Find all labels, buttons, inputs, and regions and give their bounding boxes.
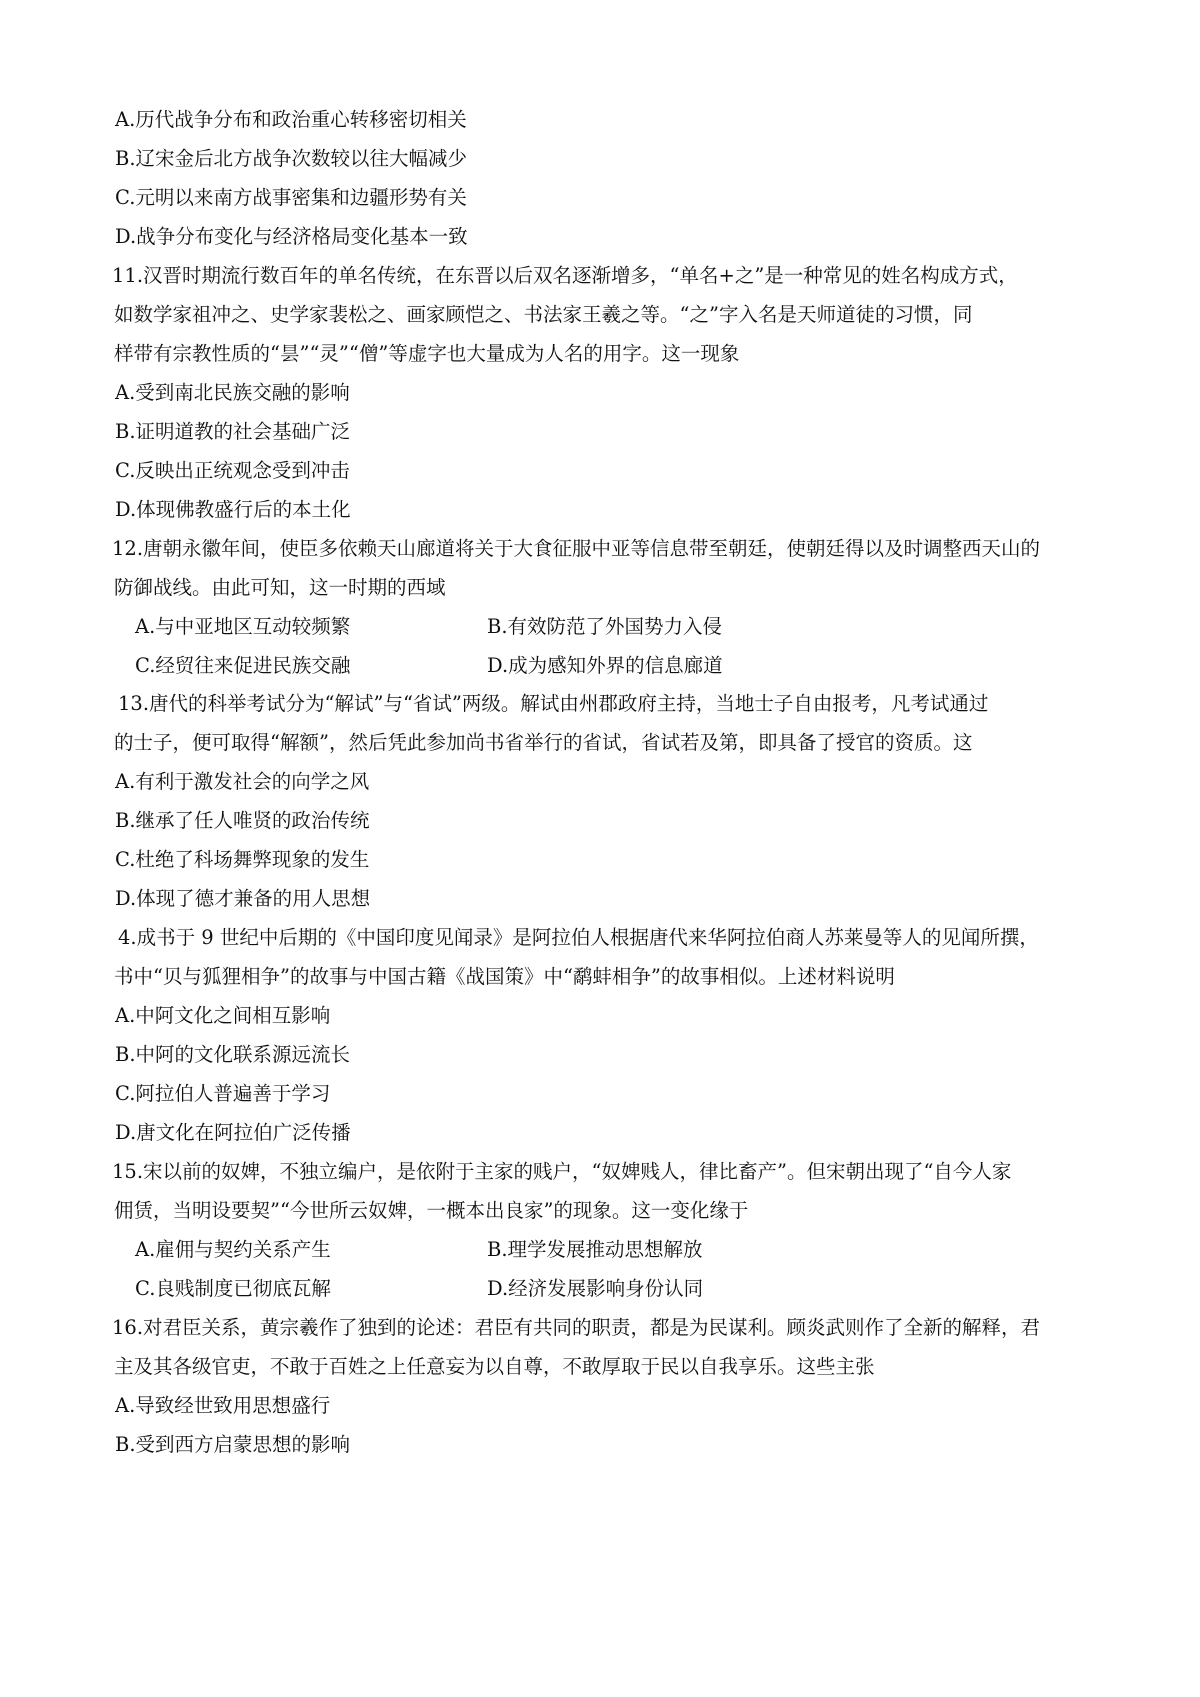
option-a: A.受到南北民族交融的影响	[115, 381, 350, 404]
option-c: C.良贱制度已彻底瓦解	[135, 1277, 331, 1300]
question-12-stem-line-1: 12.唐朝永徽年间，使臣多依赖天山廊道将关于大食征服中亚等信息带至朝廷，使朝廷得以及时调整西天山的	[112, 537, 1041, 560]
question-14-stem-line-2: 书中“贝与狐狸相争”的故事与中国古籍《战国策》中“鹬蚌相争”的故事相似。上述材料说明	[114, 965, 895, 988]
question-11-stem-line-1: 11.汉晋时期流行数百年的单名传统，在东晋以后双名逐渐增多，“单名+之”是一种常见的姓名构成方式，	[112, 264, 1018, 287]
option-d: D.唐文化在阿拉伯广泛传播	[115, 1121, 351, 1144]
option-c: C.元明以来南方战事密集和边疆形势有关	[115, 186, 467, 209]
option-b: B.证明道教的社会基础广泛	[115, 420, 351, 443]
option-d: D.体现佛教盛行后的本土化	[115, 498, 351, 521]
question-11-stem-line-3: 样带有宗教性质的“昙”“灵”“僧”等虚字也大量成为人名的用字。这一现象	[114, 342, 740, 365]
question-15-stem-line-1: 15.宋以前的奴婢，不独立编户，是依附于主家的贱户，“奴婢贱人，律比畜产”。但宋朝出现了“自今人家	[112, 1160, 1012, 1183]
option-d: D.经济发展影响身份认同	[487, 1277, 704, 1300]
option-c: C.杜绝了科场舞弊现象的发生	[115, 848, 370, 871]
question-16-stem-line-2: 主及其各级官吏，不敢于百姓之上任意妄为以自尊，不敢厚取于民以自我享乐。这些主张	[114, 1355, 875, 1378]
option-a: A.历代战争分布和政治重心转移密切相关	[115, 108, 467, 131]
question-16-stem-line-1: 16.对君臣关系，黄宗羲作了独到的论述：君臣有共同的职责，都是为民谋利。顾炎武则作了全新的解释，君	[112, 1316, 1041, 1339]
question-14-stem-line-1: 4.成书于 9 世纪中后期的《中国印度见闻录》是阿拉伯人根据唐代来华阿拉伯商人苏莱曼等人的见闻所撰，	[118, 926, 1039, 949]
option-c: C.反映出正统观念受到冲击	[115, 459, 350, 482]
option-c: C.阿拉伯人普遍善于学习	[115, 1082, 331, 1105]
option-a: A.与中亚地区互动较频繁	[135, 615, 351, 638]
option-b: B.理学发展推动思想解放	[487, 1238, 703, 1261]
option-b: B.继承了任人唯贤的政治传统	[115, 809, 370, 832]
option-d: D.体现了德才兼备的用人思想	[115, 887, 371, 910]
option-b: B.有效防范了外国势力入侵	[487, 615, 723, 638]
question-13-stem-line-2: 的士子，便可取得“解额”，然后凭此参加尚书省举行的省试，省试若及第，即具备了授官的资质。这	[114, 731, 973, 754]
option-a: A.雇佣与契约关系产生	[135, 1238, 331, 1261]
option-d: D.战争分布变化与经济格局变化基本一致	[115, 225, 468, 248]
option-b: B.辽宋金后北方战争次数较以往大幅减少	[115, 147, 468, 170]
option-b: B.中阿的文化联系源远流长	[115, 1043, 351, 1066]
question-13-stem-line-1: 13.唐代的科举考试分为“解试”与“省试”两级。解试由州郡政府主持，当地士子自由报考，凡考试通过	[118, 692, 989, 715]
option-c: C.经贸往来促进民族交融	[135, 654, 351, 677]
option-d: D.成为感知外界的信息廊道	[487, 654, 723, 677]
option-b: B.受到西方启蒙思想的影响	[115, 1433, 351, 1456]
option-a: A.中阿文化之间相互影响	[115, 1004, 331, 1027]
question-15-stem-line-2: 佣赁，当明设要契”“今世所云奴婢，一概本出良家”的现象。这一变化缘于	[114, 1199, 749, 1222]
option-a: A.有利于激发社会的向学之风	[115, 770, 370, 793]
question-12-stem-line-2: 防御战线。由此可知，这一时期的西域	[114, 576, 446, 599]
question-11-stem-line-2: 如数学家祖冲之、史学家裴松之、画家顾恺之、书法家王羲之等。“之”字入名是天师道徒的习惯，同	[114, 303, 973, 326]
option-a: A.导致经世致用思想盛行	[115, 1394, 331, 1417]
